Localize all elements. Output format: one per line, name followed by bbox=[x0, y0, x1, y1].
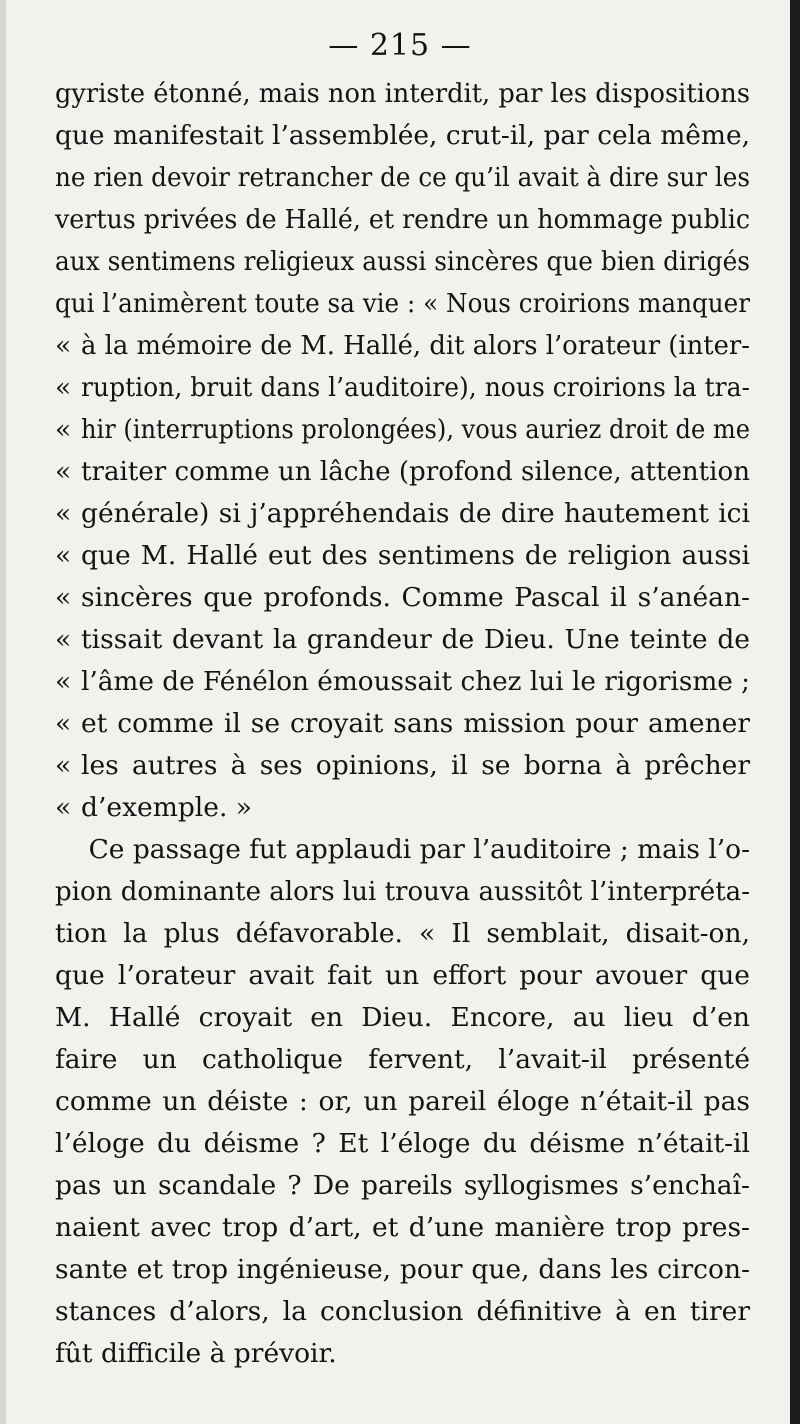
text-line bbox=[55, 535, 750, 577]
text-line bbox=[55, 829, 750, 871]
text-line bbox=[55, 661, 750, 703]
text-line bbox=[55, 871, 750, 913]
text-line bbox=[55, 913, 750, 955]
quote-mark: « bbox=[55, 624, 72, 655]
line-text: naient avec trop d’art, et d’une manière trop pres- bbox=[55, 1212, 750, 1243]
page-number: — 215 — bbox=[328, 28, 472, 63]
line-text: gyriste étonné, mais non interdit, par les dispositions bbox=[55, 78, 750, 109]
text-line bbox=[55, 1039, 750, 1081]
quote-mark: « bbox=[55, 372, 72, 403]
line-text: sincères que profonds. Comme Pascal il s’anéan- bbox=[81, 582, 750, 613]
quote-mark: « bbox=[55, 582, 72, 613]
text-line bbox=[55, 493, 750, 535]
quote-mark: « bbox=[55, 792, 72, 823]
text-line bbox=[55, 997, 750, 1039]
line-text: d’exemple. » bbox=[81, 792, 253, 823]
line-text: sante et trop ingénieuse, pour que, dans les circon- bbox=[55, 1254, 750, 1285]
body-text bbox=[55, 73, 750, 1375]
line-text: l’âme de Fénélon émoussait chez lui le rigorisme ; bbox=[81, 666, 750, 697]
text-line bbox=[55, 73, 750, 115]
text-line bbox=[55, 1333, 750, 1375]
page-right-edge-shadow bbox=[790, 0, 800, 1424]
text-line bbox=[55, 787, 750, 829]
line-text: tion la plus défavorable. « Il semblait, disait-on, bbox=[55, 918, 750, 949]
line-text: stances d’alors, la conclusion définitive à en tirer bbox=[55, 1296, 750, 1327]
line-text: tissait devant la grandeur de Dieu. Une teinte de bbox=[81, 624, 750, 655]
quote-mark: « bbox=[55, 330, 72, 361]
line-text: ne rien devoir retrancher de ce qu’il avait à dire sur les bbox=[55, 162, 750, 193]
line-text: l’éloge du déisme ? Et l’éloge du déisme n’était-il bbox=[55, 1128, 750, 1159]
text-line bbox=[55, 577, 750, 619]
text-line bbox=[55, 199, 750, 241]
text-line bbox=[55, 1291, 750, 1333]
line-text: M. Hallé croyait en Dieu. Encore, au lieu d’en bbox=[55, 1002, 750, 1033]
line-text: que M. Hallé eut des sentimens de religion aussi bbox=[81, 540, 750, 571]
text-line bbox=[55, 409, 750, 451]
quote-mark: « bbox=[55, 540, 72, 571]
page-left-margin-shadow bbox=[0, 0, 6, 1424]
text-line bbox=[55, 283, 750, 325]
quote-mark: « bbox=[55, 666, 72, 697]
line-text: pion dominante alors lui trouva aussitôt l’interpréta- bbox=[55, 876, 750, 907]
text-line bbox=[55, 619, 750, 661]
text-line bbox=[55, 115, 750, 157]
text-line bbox=[55, 1249, 750, 1291]
line-text: générale) si j’appréhendais de dire hautement ici bbox=[81, 498, 750, 529]
line-text: ruption, bruit dans l’auditoire), nous croirions la tra- bbox=[81, 372, 750, 403]
line-text: traiter comme un lâche (profond silence, attention bbox=[81, 456, 750, 487]
text-line bbox=[55, 955, 750, 997]
text-line bbox=[55, 1123, 750, 1165]
line-text: fût difficile à prévoir. bbox=[55, 1338, 337, 1369]
line-text: vertus privées de Hallé, et rendre un hommage public bbox=[55, 204, 750, 235]
line-text: à la mémoire de M. Hallé, dit alors l’orateur (inter- bbox=[81, 330, 750, 361]
line-text: pas un scandale ? De pareils syllogismes s’enchaî- bbox=[55, 1170, 750, 1201]
line-text: aux sentimens religieux aussi sincères que bien dirigés bbox=[55, 246, 750, 277]
line-text: faire un catholique fervent, l’avait-il présenté bbox=[55, 1044, 750, 1075]
text-line bbox=[55, 1207, 750, 1249]
line-text: les autres à ses opinions, il se borna à prêcher bbox=[81, 750, 750, 781]
line-text: que l’orateur avait fait un effort pour avouer que bbox=[55, 960, 750, 991]
text-line bbox=[55, 1081, 750, 1123]
quote-mark: « bbox=[55, 498, 72, 529]
line-text: qui l’animèrent toute sa vie : « Nous croirions manquer bbox=[55, 288, 750, 319]
text-line bbox=[55, 367, 750, 409]
text-line bbox=[55, 451, 750, 493]
text-line bbox=[55, 1165, 750, 1207]
quote-mark: « bbox=[55, 708, 72, 739]
text-line bbox=[55, 325, 750, 367]
line-text: Ce passage fut applaudi par l’auditoire ; mais l’o- bbox=[55, 834, 750, 865]
line-text: hir (interruptions prolongées), vous auriez droit de me bbox=[81, 414, 750, 445]
text-line bbox=[55, 157, 750, 199]
text-line bbox=[55, 745, 750, 787]
quote-mark: « bbox=[55, 750, 72, 781]
quote-mark: « bbox=[55, 414, 72, 445]
quote-mark: « bbox=[55, 456, 72, 487]
line-text: comme un déiste : or, un pareil éloge n’était-il pas bbox=[55, 1086, 750, 1117]
line-text: que manifestait l’assemblée, crut-il, par cela même, bbox=[55, 120, 750, 151]
text-line bbox=[55, 703, 750, 745]
text-line bbox=[55, 241, 750, 283]
line-text: et comme il se croyait sans mission pour amener bbox=[81, 708, 750, 739]
